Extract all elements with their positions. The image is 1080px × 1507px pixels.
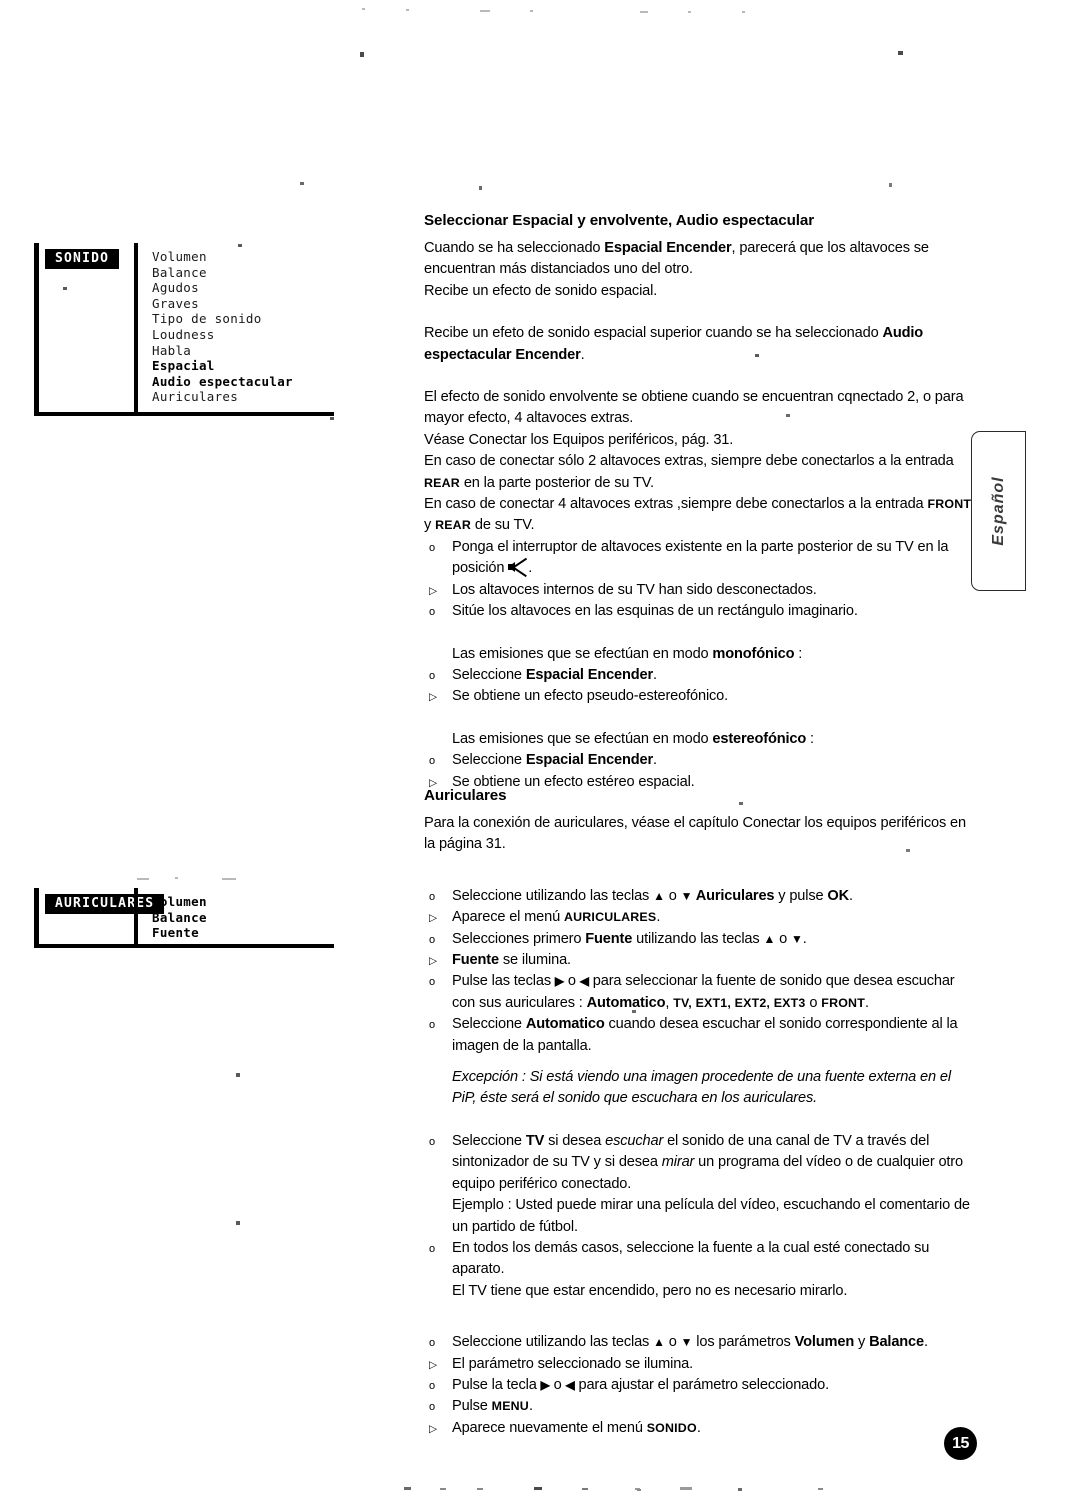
triangle-bullet-icon: ▷: [429, 1358, 437, 1371]
aur-b10-text: El parámetro seleccionado se ilumina.: [452, 1355, 694, 1372]
scan-speckle: [582, 1488, 588, 1490]
espacial-p7-text-a: En caso de conectar 4 altavoces extras ,siempre debe conectarlos a la entrada: [424, 496, 928, 513]
sonido-menu-title: SONIDO: [45, 249, 119, 269]
scan-speckle: [330, 417, 334, 420]
aur-b12-text-a: Pulse: [452, 1398, 492, 1415]
stereo-lead-emphasis: estereofónico: [712, 730, 807, 747]
espacial-p3-text-a: Recibe un efeto de sonido espacial superior cuando se ha seleccionado: [424, 325, 883, 342]
espacial-p6-text-c: en la parte posterior de su TV.: [459, 474, 654, 491]
aur-b11-text-b: para ajustar el parámetro seleccionado.: [574, 1376, 829, 1393]
aur-b7-tv-option: TV: [525, 1132, 545, 1149]
espacial-p3-emphasis: Audio espectacular Encender: [424, 325, 924, 363]
spacer: [424, 1057, 976, 1067]
aur-b3-o: o: [775, 930, 791, 947]
scan-speckle: [222, 878, 236, 880]
arrow-up-icon: ▲: [653, 888, 665, 903]
espacial-bullet-2-text: Los altavoces internos de su TV han sido desconectados.: [452, 581, 817, 598]
sonido-item-auriculares[interactable]: Auriculares: [152, 389, 239, 405]
section-espacial: [424, 211, 976, 793]
stereo-lead-text-c: :: [806, 730, 814, 747]
auriculares-bullet-8: [424, 1238, 976, 1281]
triangle-bullet-icon: ▷: [429, 912, 437, 925]
aur-b9-text-f: .: [924, 1334, 928, 1351]
aur-b7-text-e: el sonido de una canal de TV a través del sintonizador de su TV y si desea: [452, 1132, 930, 1171]
arrow-down-icon: ▼: [790, 931, 803, 946]
auriculares-bullet-11: [424, 1375, 976, 1396]
triangle-bullet-icon: ▷: [429, 1422, 437, 1435]
sonido-item-loudness[interactable]: Loudness: [152, 326, 215, 342]
scan-speckle: [680, 1487, 692, 1490]
spacer: [424, 623, 976, 644]
spacer: [424, 708, 976, 729]
section-auriculares-heading: Auriculares: [424, 787, 507, 804]
arrow-right-icon: ▶: [540, 1377, 550, 1392]
aur-b5-automatico-option: Automatico: [586, 994, 666, 1011]
sonido-item-habla[interactable]: Habla: [152, 342, 192, 358]
espacial-p1-text-c: , parecerá que los altavoces se encuentran más distanciados uno del otro.: [424, 240, 929, 278]
circle-bullet-icon: o: [429, 1242, 435, 1255]
espacial-p1-emphasis: Espacial Encender: [604, 240, 732, 256]
sonido-menu-title-panel: [34, 243, 134, 416]
auriculares-exception-note: Excepción : Si está viendo una imagen procedente de una fuente externa en el PiP, éste será el sonido que escuchara en los auriculares.: [452, 1069, 951, 1107]
sonido-menu-item-list: [134, 243, 334, 416]
aur-b9-balance-param: Balance: [869, 1334, 924, 1351]
aur-b5-front-option: FRONT: [821, 995, 865, 1010]
espacial-bullet-1-text-a: Ponga el interruptor de altavoces existente en la parte posterior de su TV en la posición: [452, 538, 949, 577]
scan-speckle: [137, 878, 149, 880]
scan-speckle: [236, 1221, 240, 1225]
aur-b1-o: o: [664, 887, 681, 904]
scan-speckle: [480, 10, 490, 12]
espacial-p6-rear-label: REAR: [424, 475, 460, 490]
spacer: [424, 1110, 976, 1131]
circle-bullet-icon: o: [429, 755, 435, 768]
spacer: [424, 856, 976, 886]
aur-b2-text-c: .: [656, 909, 661, 926]
stereo-bullet-1-text-a: Seleccione: [452, 752, 526, 769]
scan-speckle: [688, 11, 691, 13]
auriculares-bullet-1: [424, 886, 976, 907]
aur-b1-text-e: .: [848, 887, 853, 904]
aur-b4-emphasis: Fuente: [452, 952, 499, 969]
arrow-up-icon: ▲: [763, 931, 776, 946]
espacial-p1-text-a: Cuando se ha seleccionado: [424, 240, 605, 256]
scan-speckle: [362, 8, 365, 10]
aur-b1-text-c: y pulse: [774, 887, 828, 904]
auriculares-bullet-7: [424, 1131, 976, 1195]
espacial-bullet-1-text-b: .: [528, 560, 533, 577]
espacial-paragraph-1: [424, 238, 976, 281]
auriculares-item-volumen[interactable]: Volumen: [152, 894, 207, 909]
aur-b3-text-d: .: [802, 930, 807, 947]
scan-speckle: [898, 51, 903, 55]
triangle-bullet-icon: ▷: [429, 955, 437, 968]
circle-bullet-icon: o: [429, 606, 435, 619]
spacer: [424, 1302, 976, 1332]
section-auriculares: [424, 786, 976, 1439]
aur-b3-text-a: Selecciones primero: [452, 930, 586, 947]
auriculares-bullet-7-example: Ejemplo : Usted puede mirar una película del vídeo, escuchando el comentario de un partido de fútbol.: [452, 1197, 970, 1235]
espacial-p3-text-c: .: [580, 346, 585, 363]
aur-b5-text-a: Pulse las teclas: [452, 973, 555, 990]
circle-bullet-icon: o: [429, 933, 435, 946]
aur-b4-text-b: se ilumina.: [498, 952, 571, 969]
circle-bullet-icon: o: [429, 890, 435, 903]
auriculares-bullet-9: [424, 1332, 976, 1353]
arrow-left-icon: ◀: [579, 974, 589, 989]
espacial-bullet-3: [424, 601, 976, 622]
spacer: [424, 302, 976, 323]
auriculares-bullet-4: [424, 950, 976, 971]
triangle-bullet-icon: ▷: [429, 691, 437, 704]
scan-speckle: [404, 1487, 411, 1490]
espacial-paragraph-7: [424, 494, 976, 537]
scan-speckle: [477, 1488, 483, 1490]
stereo-bullet-1-emphasis: Espacial Encender: [525, 752, 654, 769]
language-side-tab-label: Español: [989, 476, 1007, 546]
stereo-lead-line: [424, 729, 976, 750]
section-espacial-heading: Seleccionar Espacial y envolvente, Audio espectacular: [424, 212, 815, 229]
circle-bullet-icon: o: [429, 1135, 435, 1148]
espacial-paragraph-5: Véase Conectar los Equipos periféricos, pág. 31.: [424, 431, 734, 448]
stereo-bullet-2-text: Se obtiene un efecto estéreo espacial.: [452, 773, 695, 790]
espacial-p7-text-e: de su TV.: [470, 517, 535, 534]
aur-b7-text-g: un programa del vídeo o de cualquier otro equipo periférico conectado.: [452, 1154, 963, 1192]
sonido-osd-menu: [34, 243, 334, 416]
aur-b8-text: En todos los demás casos, seleccione la fuente a la cual esté conectado su aparato.: [452, 1239, 930, 1278]
aur-b5-text-e: o: [805, 994, 822, 1011]
scan-speckle: [534, 1487, 542, 1490]
aur-b9-o: o: [664, 1334, 681, 1351]
aur-b9-text-b: los parámetros: [692, 1334, 795, 1351]
aur-b13-sonido-menu-label: SONIDO: [646, 1420, 697, 1435]
circle-bullet-icon: o: [429, 1401, 435, 1414]
sonido-item-volumen[interactable]: Volumen: [152, 249, 207, 264]
aur-b6-text-c: cuando desea escuchar el sonido correspondiente al la imagen de la pantalla.: [452, 1016, 958, 1054]
aur-b5-comma: ,: [665, 994, 674, 1011]
page-number-badge: 15: [944, 1427, 977, 1460]
sonido-item-espacial[interactable]: Espacial: [152, 358, 215, 374]
auriculares-item-balance[interactable]: Balance: [152, 909, 207, 925]
aur-b7-text-a: Seleccione: [452, 1132, 526, 1149]
scan-speckle: [742, 11, 745, 13]
arrow-left-icon: ◀: [565, 1377, 575, 1392]
mono-bullet-2: [424, 686, 976, 707]
arrow-down-icon: ▼: [680, 888, 693, 903]
aur-b11-o: o: [549, 1376, 566, 1393]
mono-lead-line: [424, 644, 976, 665]
aur-b7-escuchar-italic: escuchar: [605, 1132, 664, 1149]
auriculares-bullet-10: [424, 1354, 976, 1375]
auriculares-osd-menu: [34, 888, 334, 948]
sonido-item-graves[interactable]: Graves: [152, 295, 199, 311]
espacial-paragraph-2: Recibe un efecto de sonido espacial.: [424, 282, 658, 299]
aur-b2-menu-label: AURICULARES: [563, 910, 657, 925]
mono-lead-text-c: :: [794, 645, 803, 662]
scan-speckle: [889, 183, 892, 187]
aur-b5-text-b: para seleccionar la fuente de sonido que desea escuchar con sus auriculares :: [452, 973, 955, 1011]
auriculares-bullet-8-continued: El TV tiene que estar encendido, pero no es necesario mirarlo.: [452, 1282, 848, 1299]
stereo-bullet-1: [424, 750, 976, 771]
espacial-bullet-2: [424, 580, 976, 601]
espacial-p7-text-c: y: [424, 517, 436, 534]
aur-b13-text-a: Aparece nuevamente el menú: [452, 1419, 647, 1436]
mono-bullet-1: [424, 665, 976, 686]
aur-b7-text-c: si desea: [544, 1132, 606, 1149]
espacial-paragraph-4: El efecto de sonido envolvente se obtiene cuando se encuentran cqnectado 2, o para mayor efecto, 4 altavoces extras.: [424, 389, 964, 427]
mono-bullet-2-text: Se obtiene un efecto pseudo-estereofónico.: [452, 688, 729, 705]
espacial-paragraph-6: [424, 451, 976, 494]
aur-b7-mirar-italic: mirar: [661, 1154, 695, 1171]
circle-bullet-icon: o: [429, 1379, 435, 1392]
arrow-down-icon: ▼: [680, 1335, 693, 1350]
aur-b9-volumen-param: Volumen: [794, 1334, 855, 1351]
sonido-item-tipo-de-sonido[interactable]: Tipo de sonido: [152, 311, 262, 327]
arrow-up-icon: ▲: [653, 1335, 665, 1350]
espacial-p7-rear-label: REAR: [435, 518, 471, 533]
mono-bullet-1-text-c: .: [653, 666, 657, 683]
scan-speckle: [640, 11, 648, 13]
spacer: [424, 366, 976, 387]
auriculares-item-fuente[interactable]: Fuente: [152, 925, 199, 941]
circle-bullet-icon: o: [429, 1019, 435, 1032]
auriculares-bullet-5: [424, 971, 976, 1014]
espacial-bullet-3-text: Sitúe los altavoces en las esquinas de un rectángulo imaginario.: [452, 603, 858, 620]
auriculares-menu-item-list: [134, 888, 334, 948]
muted-speaker-icon: [508, 560, 528, 574]
auriculares-bullet-3: [424, 929, 976, 950]
circle-bullet-icon: o: [429, 669, 435, 682]
mono-bullet-1-emphasis: Espacial Encender: [525, 666, 654, 683]
aur-b1-ok-key: OK: [827, 887, 849, 904]
scan-speckle: [360, 52, 364, 57]
circle-bullet-icon: o: [429, 1337, 435, 1350]
scan-speckle: [440, 1488, 446, 1490]
triangle-bullet-icon: ▷: [429, 584, 437, 597]
mono-lead-emphasis: monofónico: [712, 645, 795, 662]
auriculares-menu-title: AURICULARES: [45, 894, 164, 914]
auriculares-bullet-13: [424, 1418, 976, 1439]
scan-speckle: [637, 1489, 641, 1491]
auriculares-bullet-2: [424, 907, 976, 928]
auriculares-intro-paragraph: Para la conexión de auriculares, véase el capítulo Conectar los equipos periféricos en la página 31.: [424, 815, 966, 853]
stereo-bullet-1-text-c: .: [653, 752, 657, 769]
aur-b13-text-c: .: [696, 1419, 701, 1436]
scan-speckle: [175, 877, 178, 879]
arrow-right-icon: ▶: [554, 974, 564, 989]
language-side-tab: [971, 431, 1026, 591]
aur-b2-text-a: Aparece el menú: [452, 909, 564, 926]
espacial-bullet-1: [424, 537, 976, 580]
auriculares-menu-title-panel: [34, 888, 155, 948]
circle-bullet-icon: o: [429, 541, 435, 554]
scan-speckle: [738, 1488, 742, 1491]
scan-speckle: [818, 1488, 823, 1490]
aur-b1-emphasis: Auriculares: [692, 887, 775, 904]
mono-lead-text-a: Las emisiones que se efectúan en modo: [452, 645, 713, 662]
espacial-paragraph-3: [424, 323, 976, 366]
aur-b5-o: o: [564, 973, 580, 990]
scan-speckle: [530, 10, 533, 12]
sonido-item-balance[interactable]: Balance: [152, 264, 207, 280]
scan-speckle: [236, 1073, 240, 1077]
espacial-p6-text-a: En caso de conectar sólo 2 altavoces extras, siempre debe conectarlos a la entrada: [424, 453, 954, 470]
scan-speckle: [406, 9, 409, 11]
aur-b5-source-options: TV, EXT1, EXT2, EXT3: [673, 995, 806, 1010]
sonido-item-audio-espectacular[interactable]: Audio espectacular: [152, 373, 293, 389]
aur-b5-text-f: .: [864, 994, 869, 1011]
aur-b11-text-a: Pulse la tecla: [452, 1376, 541, 1393]
sonido-item-agudos[interactable]: Agudos: [152, 280, 199, 296]
aur-b12-menu-key: MENU: [491, 1399, 529, 1414]
aur-b6-emphasis: Automatico: [525, 1016, 605, 1033]
espacial-p7-front-label: FRONT: [927, 497, 972, 512]
aur-b3-emphasis: Fuente: [585, 930, 633, 947]
aur-b1-text-a: Seleccione utilizando las teclas: [452, 887, 654, 904]
aur-b9-text-d: y: [854, 1334, 870, 1351]
aur-b3-text-c: utilizando las teclas: [632, 930, 764, 947]
scan-speckle: [300, 182, 304, 185]
aur-b6-text-a: Seleccione: [452, 1016, 526, 1033]
aur-b9-text-a: Seleccione utilizando las teclas: [452, 1334, 654, 1351]
scan-speckle: [479, 186, 482, 190]
aur-b12-text-c: .: [528, 1398, 533, 1415]
stereo-lead-text-a: Las emisiones que se efectúan en modo: [452, 730, 713, 747]
auriculares-bullet-12: [424, 1396, 976, 1417]
auriculares-bullet-6: [424, 1014, 976, 1057]
circle-bullet-icon: o: [429, 976, 435, 989]
mono-bullet-1-text-a: Seleccione: [452, 666, 526, 683]
triangle-bullet-icon: ▷: [429, 776, 437, 789]
